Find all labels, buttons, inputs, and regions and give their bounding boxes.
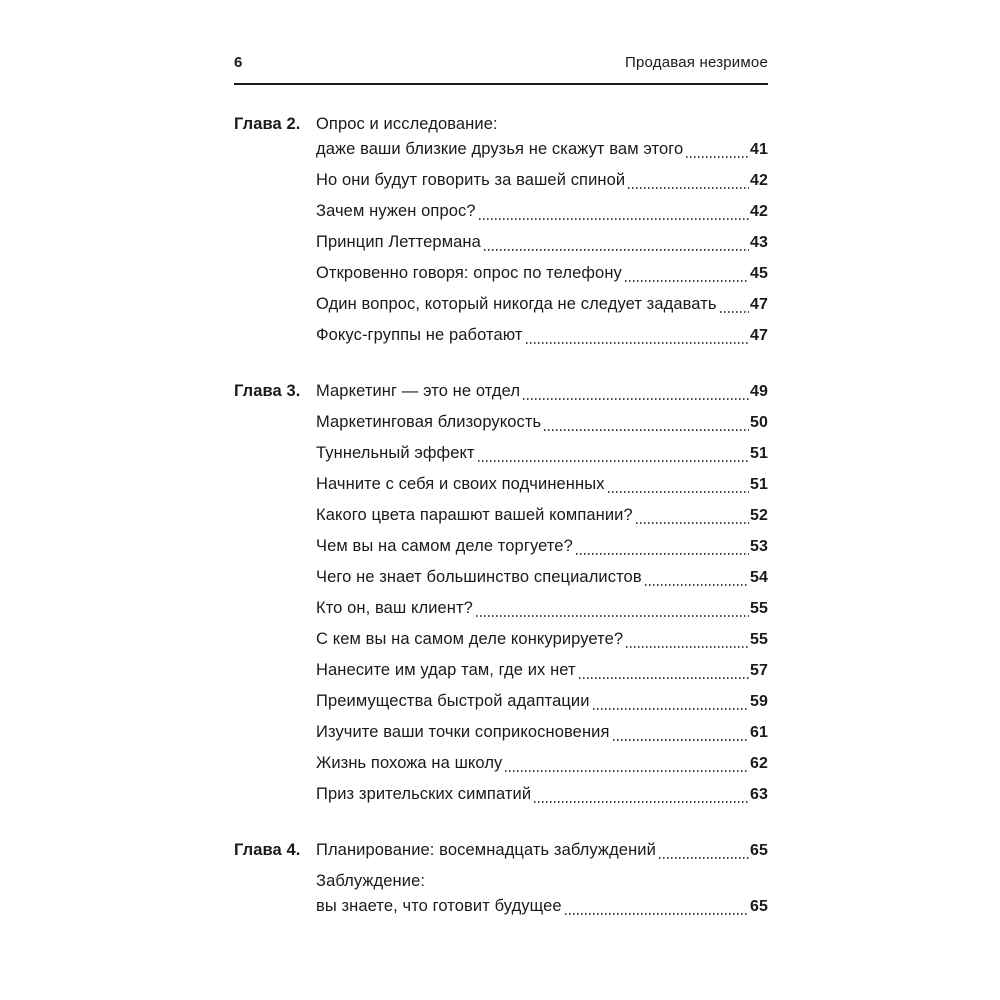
dot-leader [686,156,749,158]
page-number-ref: 41 [750,141,768,158]
page-number-ref: 49 [750,383,768,400]
page-number-ref: 54 [750,569,768,586]
toc-chapter [234,379,768,807]
page-number-ref: 65 [750,842,768,859]
toc-line-with-page [316,720,768,745]
toc-entry [234,751,768,776]
dot-leader [478,460,749,462]
entry-title: вы знаете, что готовит будущее [316,897,562,915]
entry-title: Кто он, ваш клиент? [316,599,473,617]
entry-title: Нанесите им удар там, где их нет [316,661,576,679]
entry-title: Но они будут говорить за вашей спиной [316,171,626,189]
entry-title: Туннельный эффект [316,444,475,462]
chapter-title-text: даже ваши близкие друзья не скажут вам этого [316,140,684,158]
header-rule [234,83,768,85]
entry-title-block [316,410,768,435]
toc-line-with-page [316,782,768,807]
toc-line-with-page [316,596,768,621]
page-content [234,54,768,925]
toc-line-with-page [316,894,768,919]
dot-leader [476,615,749,617]
page-number-ref: 55 [750,600,768,617]
toc-entry [234,503,768,528]
toc-entry [234,323,768,348]
toc-entry [234,869,768,919]
dot-leader [484,249,749,251]
entry-title: Изучите ваши точки соприкосновения [316,723,610,741]
dot-leader [626,646,749,648]
dot-leader [613,739,749,741]
page-number-ref: 65 [750,898,768,915]
toc-entry [234,230,768,255]
chapter-label: Глава 4. [234,841,301,859]
toc-entry [234,534,768,559]
dot-leader [576,553,749,555]
entry-title-block [316,261,768,286]
entry-title: Заблуждение: [316,872,426,890]
entry-title-block [316,720,768,745]
entry-title-block [316,869,768,919]
entry-title: Жизнь похожа на школу [316,754,503,772]
toc [234,112,768,919]
toc-line-with-page [316,565,768,590]
page-number-ref: 59 [750,693,768,710]
entry-title: Чем вы на самом деле торгуете? [316,537,573,555]
toc-line-with-page [316,168,768,193]
toc-line-with-page [316,751,768,776]
page-number-ref: 43 [750,234,768,251]
entry-title-block [316,230,768,255]
page-number-ref: 57 [750,662,768,679]
toc-entry [234,441,768,466]
toc-entry [234,261,768,286]
page-number-ref: 51 [750,476,768,493]
entry-title: Зачем нужен опрос? [316,202,476,220]
toc-line-with-page [316,379,768,404]
toc-entry [234,627,768,652]
toc-entry [234,658,768,683]
entry-title-block [316,472,768,497]
entry-title-block [316,292,768,317]
page-number-ref: 47 [750,327,768,344]
page-number-ref: 51 [750,445,768,462]
toc-chapter [234,838,768,919]
toc-line-with-page [316,534,768,559]
toc-entry [234,292,768,317]
toc-entry [234,199,768,224]
toc-entry [234,565,768,590]
entry-title-block [316,658,768,683]
chapter-title-text: Маркетинг — это не отдел [316,382,521,400]
toc-entry [234,472,768,497]
page-number-ref: 55 [750,631,768,648]
dot-leader [565,913,749,915]
toc-line-with-page [316,441,768,466]
dot-leader [523,398,749,400]
toc-line-with-page [316,137,768,162]
page-number-ref: 53 [750,538,768,555]
toc-entry [234,410,768,435]
page-number-ref: 47 [750,296,768,313]
dot-leader [534,801,749,803]
toc-entry [234,168,768,193]
dot-leader [636,522,749,524]
entry-title: Преимущества быстрой адаптации [316,692,590,710]
dot-leader [625,280,749,282]
toc-line-with-page [316,503,768,528]
page-number-ref: 42 [750,172,768,189]
toc-line-with-page [316,410,768,435]
chapter-title-text: Опрос и исследование: [316,115,498,133]
entry-title-block [316,565,768,590]
page-number: 6 [234,54,243,71]
chapter-label: Глава 2. [234,115,301,133]
toc-line-with-page [316,838,768,863]
entry-title-block [316,168,768,193]
dot-leader [544,429,749,431]
entry-title-block [316,441,768,466]
page-number-ref: 50 [750,414,768,431]
entry-title-block [316,751,768,776]
dot-leader [608,491,749,493]
toc-line-with-page [316,658,768,683]
toc-chapter [234,112,768,348]
chapter-label: Глава 3. [234,382,301,400]
entry-title: Один вопрос, который никогда не следует задавать [316,295,717,313]
toc-entry [234,689,768,714]
page-number-ref: 61 [750,724,768,741]
toc-entry [234,596,768,621]
page-number-ref: 42 [750,203,768,220]
entry-title-block [316,323,768,348]
toc-chapter-heading [234,379,768,404]
page-number-ref: 62 [750,755,768,772]
dot-leader [628,187,749,189]
running-header [234,54,768,71]
dot-leader [593,708,749,710]
toc-line-with-page [316,261,768,286]
entry-title-block [316,534,768,559]
dot-leader [505,770,749,772]
toc-line-with-page [316,627,768,652]
dot-leader [720,311,749,313]
running-title: Продавая незримое [625,54,768,71]
entry-title-block [316,627,768,652]
toc-line-with-page [316,323,768,348]
dot-leader [579,677,749,679]
entry-title: Приз зрительских симпатий [316,785,532,803]
chapter-title [316,838,768,863]
dot-leader [526,342,749,344]
toc-line-with-page [316,230,768,255]
entry-title: Фокус-группы не работают [316,326,523,344]
entry-title: Какого цвета парашют вашей компании? [316,506,633,524]
toc-line-with-page [316,199,768,224]
toc-entry [234,720,768,745]
entry-title: Чего не знает большинство специалистов [316,568,642,586]
dot-leader [659,857,749,859]
entry-title-block [316,596,768,621]
dot-leader [479,218,749,220]
toc-entry [234,782,768,807]
chapter-title-text: Планирование: восемнадцать заблуждений [316,841,656,859]
page-number-ref: 63 [750,786,768,803]
entry-title: Начните с себя и своих подчиненных [316,475,605,493]
toc-chapter-heading [234,838,768,863]
chapter-title [316,379,768,404]
toc-chapter-heading [234,112,768,162]
entry-title: С кем вы на самом деле конкурируете? [316,630,624,648]
toc-line-with-page [316,472,768,497]
page-number-ref: 45 [750,265,768,282]
dot-leader [645,584,749,586]
toc-line-with-page [316,689,768,714]
entry-title-block [316,503,768,528]
page-number-ref: 52 [750,507,768,524]
entry-title: Принцип Леттермана [316,233,481,251]
entry-title-block [316,782,768,807]
entry-title-block [316,199,768,224]
toc-line-with-page [316,292,768,317]
entry-title-block [316,689,768,714]
chapter-title [316,112,768,162]
entry-title: Маркетинговая близорукость [316,413,542,431]
entry-title: Откровенно говоря: опрос по телефону [316,264,622,282]
